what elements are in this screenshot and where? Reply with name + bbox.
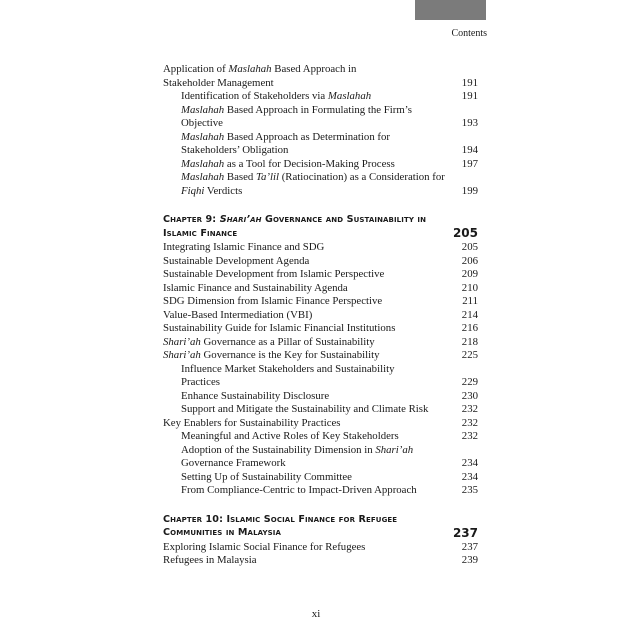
toc-entry [163, 131, 478, 158]
toc-entry-page: 199 [461, 184, 478, 197]
toc-entry-page: 232 [461, 430, 478, 442]
toc-entry [163, 104, 478, 131]
toc-entry-title: Islamic Finance and Sustainability Agenda [163, 281, 348, 294]
toc-entry-page: 230 [461, 389, 478, 402]
toc-entry [163, 282, 478, 296]
toc-entry-title: Adoption of the Sustainability Dimension in Shari’ah Governance Framework [181, 443, 414, 469]
toc-entry-page: 237 [461, 540, 478, 553]
toc-entry-title: Setting Up of Sustainability Committee [181, 470, 352, 483]
toc-entry-page: 216 [461, 322, 478, 334]
toc-entry-page: 235 [461, 484, 478, 496]
toc-entry-title: SDG Dimension from Islamic Finance Perspective [163, 295, 383, 307]
toc-entry [163, 268, 478, 282]
chapter-title: Chapter 9: Shari’ah Governance and Sustainability in Islamic Finance [163, 214, 427, 239]
toc-entry [163, 541, 478, 555]
toc-entry-title: Sustainable Development Agenda [163, 254, 310, 267]
toc-entry [163, 171, 478, 198]
toc-entry-title: Maslahah Based Approach as Determination for Stakeholders’ Obligation [181, 130, 391, 156]
toc-entry-title: Exploring Islamic Social Finance for Refugees [163, 540, 366, 553]
toc-entry-title: Support and Mitigate the Sustainability and Climate Risk [181, 403, 429, 415]
toc-entry [163, 363, 478, 390]
chapter-title: Chapter 10: Islamic Social Finance for Refugee Communities in Malaysia [163, 513, 398, 538]
toc-entry [163, 309, 478, 323]
toc-entry-page: 194 [461, 144, 478, 156]
toc-entry-title: Maslahah as a Tool for Decision-Making Process [181, 157, 395, 170]
toc-entry-page: 211 [462, 295, 478, 307]
toc-entry [163, 444, 478, 471]
toc-entry-title: Meaningful and Active Roles of Key Stakeholders [181, 430, 399, 442]
toc-entry-page: 218 [461, 335, 478, 348]
chapter-page: 205 [452, 226, 478, 240]
toc-entry [163, 255, 478, 269]
toc-entry-title: Key Enablers for Sustainability Practices [163, 416, 341, 429]
toc-entry [163, 90, 478, 104]
toc-entry-page: 193 [461, 117, 478, 129]
chapter-page: 237 [452, 525, 478, 540]
toc-entry [163, 554, 478, 568]
toc-entry-page: 206 [461, 254, 478, 267]
toc-entry [163, 336, 478, 350]
toc-entry-page: 197 [461, 157, 478, 170]
chapter-heading [163, 213, 478, 240]
toc-entry-title: Application of Maslahah Based Approach in Stakeholder Management [163, 63, 357, 89]
toc-entry [163, 295, 478, 309]
toc-entry-title: Maslahah Based Approach in Formulating the Firm’s Objective [181, 103, 412, 129]
toc-entry-page: 239 [461, 554, 478, 566]
toc-entry-title: Influence Market Stakeholders and Sustainability Practices [181, 362, 395, 388]
toc-entry-page: 232 [461, 416, 478, 429]
toc-entry [163, 349, 478, 363]
toc-entry [163, 241, 478, 255]
toc-entry-page: 234 [461, 457, 478, 469]
toc-entry-page: 232 [461, 403, 478, 415]
toc-entry [163, 484, 478, 498]
toc-entry-page: 214 [461, 308, 478, 321]
toc-entry-title: Identification of Stakeholders via Maslahah [181, 90, 372, 102]
toc-entry [163, 430, 478, 444]
toc-entry-title: Maslahah Based Ta’lil (Ratiocination) as a Consideration for Fiqhi Verdicts [181, 171, 445, 197]
toc-entry [163, 403, 478, 417]
toc-entry [163, 390, 478, 404]
toc-entry-title: Shari’ah Governance as a Pillar of Sustainability [163, 335, 375, 348]
toc-entry-page: 210 [461, 281, 478, 294]
toc-entry-title: Sustainable Development from Islamic Perspective [163, 268, 385, 280]
toc-entry [163, 158, 478, 172]
toc-entry-title: Sustainability Guide for Islamic Financial Institutions [163, 322, 396, 334]
toc-entry-title: From Compliance-Centric to Impact-Driven Approach [181, 484, 417, 496]
toc-entry-page: 191 [461, 90, 478, 102]
toc-entry [163, 322, 478, 336]
toc-entry-title: Shari’ah Governance is the Key for Sustainability [163, 349, 380, 361]
toc-entry-page: 225 [461, 349, 478, 361]
toc-entry-title: Integrating Islamic Finance and SDG [163, 241, 325, 253]
chapter-heading [163, 513, 478, 540]
toc-entry-page: 209 [461, 268, 478, 280]
toc-entry [163, 63, 478, 90]
table-of-contents [163, 63, 478, 568]
toc-entry-page: 234 [461, 470, 478, 483]
chapter-thumb-tab [415, 0, 486, 20]
toc-entry [163, 471, 478, 485]
toc-entry-page: 191 [461, 76, 478, 89]
page-number: xi [311, 608, 321, 620]
running-head: Contents [451, 28, 487, 39]
toc-entry-page: 205 [461, 241, 478, 253]
toc-entry-title: Enhance Sustainability Disclosure [181, 389, 330, 402]
toc-entry [163, 417, 478, 431]
toc-entry-title: Refugees in Malaysia [163, 554, 257, 566]
toc-entry-page: 229 [461, 376, 478, 388]
toc-entry-title: Value-Based Intermediation (VBI) [163, 308, 313, 321]
